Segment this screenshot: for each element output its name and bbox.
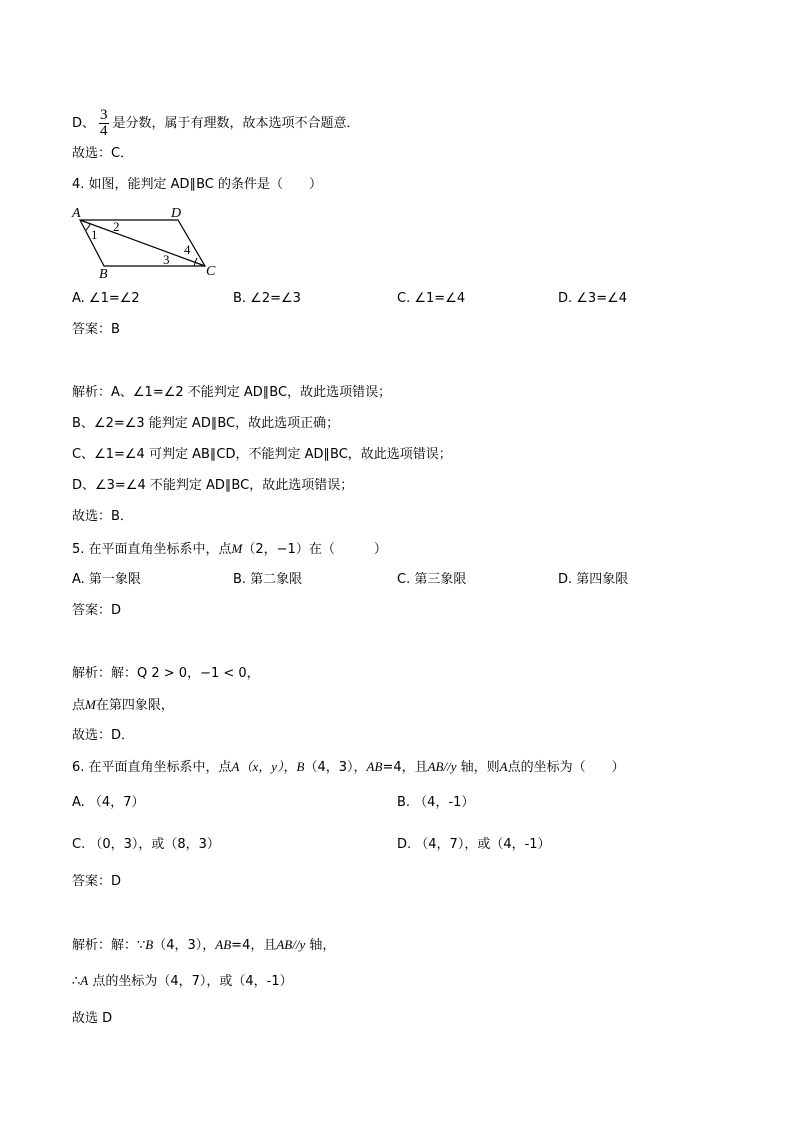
q6-stem-part: 点的坐标为（ ） [507, 760, 625, 775]
q5-stem-post: （2，−1）在（ ） [242, 542, 387, 557]
q4-option-c: C. ∠1=∠4 [397, 291, 466, 306]
q6-analysis-part: 解析：解：∵ [72, 938, 146, 953]
q3-option-d-explanation [72, 108, 360, 139]
angle-label-3: 3 [163, 252, 170, 267]
q3-conclusion: 故选：C． [72, 146, 134, 161]
q3-d-suffix: 是分数，属于有理数，故本选项不合题意． [112, 116, 360, 131]
q4-conclusion: 故选：B． [72, 509, 133, 524]
q6-analysis-line-1 [72, 936, 335, 955]
q6-option-a: A. （4，7） [72, 795, 145, 810]
angle-label-2: 2 [113, 219, 120, 234]
q4-parallelogram-figure [70, 202, 230, 282]
q6-answer: 答案：D [72, 874, 122, 889]
vertex-label-d: D [171, 206, 182, 221]
q6-stem-part: =4，且 [382, 760, 428, 775]
q5-analysis-line-1: 解析：解：Q 2 > 0，−1 < 0， [72, 666, 260, 681]
angle-label-4: 4 [184, 242, 191, 257]
q4-option-d: D. ∠3=∠4 [558, 291, 628, 306]
q6-stem-part: 轴，则 [456, 760, 500, 775]
q5-conclusion: 故选：D． [72, 728, 135, 743]
q5-option-b: B. 第二象限 [233, 572, 303, 587]
q5-option-d: D. 第四象限 [558, 572, 629, 587]
q5-analysis-2-pre: 点 [72, 698, 86, 713]
q5-stem-var: M [231, 541, 243, 556]
angle-arc-a [86, 223, 90, 230]
q5-stem [72, 540, 387, 559]
fraction-denominator: 4 [100, 123, 108, 139]
vertex-label-a: A [72, 206, 81, 221]
q6-stem-point-a-ref: A [499, 759, 508, 774]
q6-stem-part: （4，3）， [304, 760, 367, 775]
q4-option-a: A. ∠1=∠2 [72, 291, 140, 306]
q6-analysis-point-a: A [80, 973, 89, 988]
q6-stem-point-a: A（x，y） [231, 759, 284, 774]
q5-analysis-line-2 [72, 696, 174, 715]
fraction-numerator: 3 [100, 107, 108, 123]
q5-analysis-2-post: 在第四象限， [95, 698, 174, 713]
q6-stem-point-b: B [296, 759, 305, 774]
q4-analysis-line-4: D、∠3=∠4 不能判定 AD∥BC，故此选项错误； [72, 478, 354, 493]
q6-analysis-parallel-y: AB//y [276, 937, 306, 952]
q6-analysis-part: ∴ [72, 974, 81, 989]
q6-analysis-part: =4，且 [231, 938, 277, 953]
q6-option-c: C. （0，3），或（8，3） [72, 837, 220, 852]
vertex-label-b: B [99, 267, 108, 282]
q6-stem-parallel-y: AB//y [427, 759, 457, 774]
q3-d-prefix: D、 [72, 116, 96, 131]
q5-stem-pre: 5. 在平面直角坐标系中，点 [72, 542, 232, 557]
q6-analysis-part: 轴， [305, 938, 336, 953]
q5-answer: 答案：D [72, 603, 122, 618]
q6-option-b: B. （4，-1） [397, 795, 475, 810]
q6-stem-part: ， [283, 760, 297, 775]
q6-analysis-point-b: B [145, 937, 154, 952]
q6-analysis-part: （4，3）， [153, 938, 216, 953]
q4-option-b: B. ∠2=∠3 [233, 291, 301, 306]
vertex-label-c: C [206, 264, 216, 279]
angle-label-1: 1 [91, 227, 98, 242]
q5-analysis-2-var: M [85, 697, 96, 712]
q6-analysis-part: 点的坐标为（4，7），或（4，-1） [88, 974, 293, 989]
q6-conclusion: 故选 D [72, 1011, 113, 1026]
q6-stem [72, 758, 625, 777]
q6-stem-part: 6. 在平面直角坐标系中，点 [72, 760, 232, 775]
q4-analysis-line-1: 解析：A、∠1=∠2 不能判定 AD∥BC，故此选项错误； [72, 385, 392, 400]
q6-analysis-segment-ab: AB [215, 937, 232, 952]
q6-analysis-line-2 [72, 972, 293, 991]
fraction-three-quarters [99, 108, 109, 139]
q4-stem: 4. 如图，能判定 AD∥BC 的条件是（ ） [72, 177, 322, 192]
q5-option-c: C. 第三象限 [397, 572, 467, 587]
q5-option-a: A. 第一象限 [72, 572, 141, 587]
q4-analysis-line-2: B、∠2=∠3 能判定 AD∥BC，故此选项正确； [72, 416, 340, 431]
q4-analysis-line-3: C、∠1=∠4 可判定 AB∥CD，不能判定 AD∥BC，故此选项错误； [72, 447, 452, 462]
q6-stem-segment-ab: AB [366, 759, 383, 774]
q6-option-d: D. （4，7），或（4，-1） [397, 837, 551, 852]
q4-answer: 答案：B [72, 322, 120, 337]
